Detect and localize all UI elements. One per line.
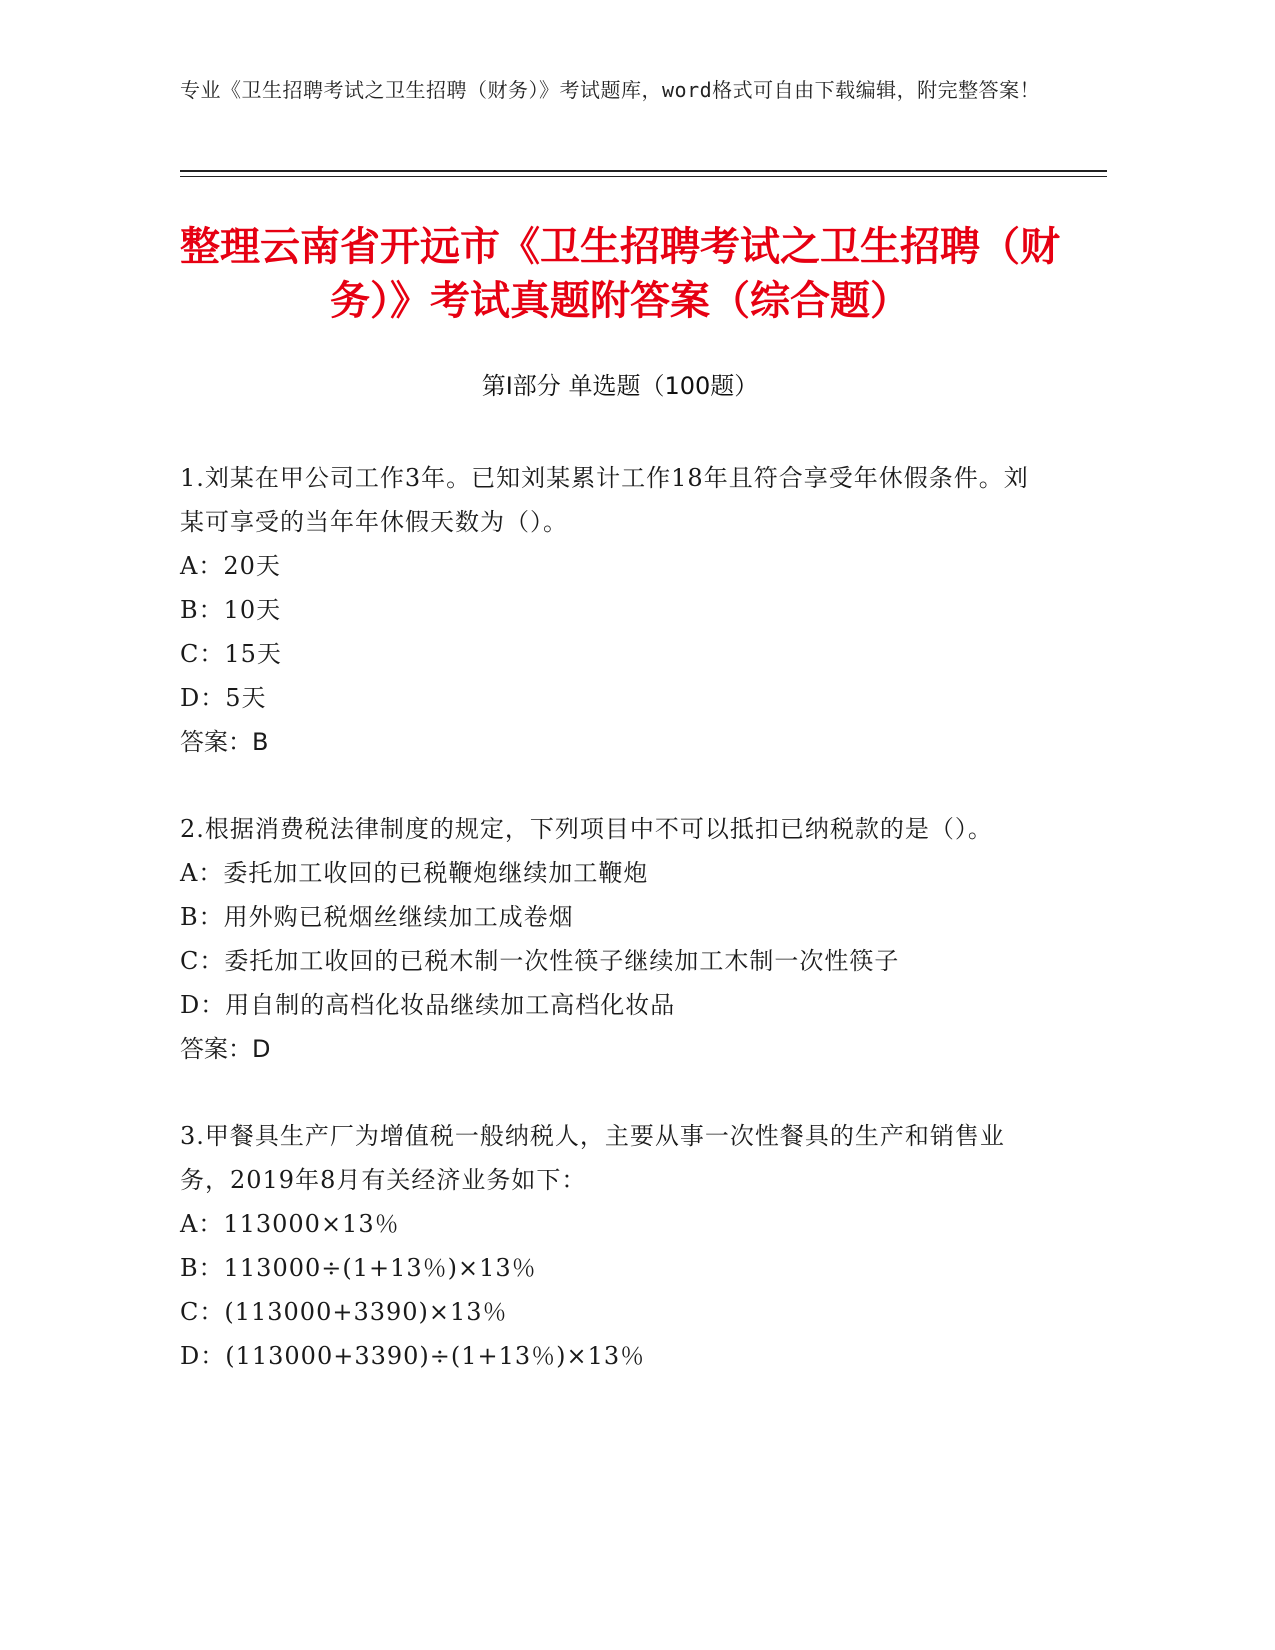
question-stem: 1.刘某在甲公司工作3年。已知刘某累计工作18年且符合享受年休假条件。刘某可享受的当年年休假天数为（）。	[180, 464, 1029, 536]
option-b: B：10天	[180, 596, 282, 624]
option-d: D：5天	[180, 684, 267, 712]
question-1	[180, 456, 1040, 764]
option-b: B：113000÷(1+13％)×13％	[180, 1254, 537, 1282]
question-3	[180, 1114, 1040, 1378]
question-stem: 3.甲餐具生产厂为增值税一般纳税人，主要从事一次性餐具的生产和销售业务，2019年8月有关经济业务如下：	[180, 1122, 1005, 1194]
document-title: 整理云南省开远市《卫生招聘考试之卫生招聘（财务）》考试真题附答案（综合题）	[180, 224, 1060, 324]
answer-label: 答案：B	[180, 728, 269, 756]
option-a: A：20天	[180, 552, 281, 580]
header-divider-thick	[180, 170, 1107, 172]
option-c: C：委托加工收回的已税木制一次性筷子继续加工木制一次性筷子	[180, 947, 900, 975]
option-c: C：(113000+3390)×13％	[180, 1298, 508, 1326]
option-a: A：113000×13％	[180, 1210, 400, 1238]
option-d: D：用自制的高档化妆品继续加工高档化妆品	[180, 991, 676, 1019]
question-2	[180, 807, 1040, 1071]
section-title: 第Ⅰ部分 单选题（100题）	[481, 372, 759, 400]
option-a: A：委托加工收回的已税鞭炮继续加工鞭炮	[180, 859, 649, 887]
option-d: D：(113000+3390)÷(1+13％)×13％	[180, 1342, 646, 1370]
question-stem: 2.根据消费税法律制度的规定，下列项目中不可以抵扣已纳税款的是（）。	[180, 815, 993, 843]
option-b: B：用外购已税烟丝继续加工成卷烟	[180, 903, 574, 931]
header-note: 专业《卫生招聘考试之卫生招聘（财务）》考试题库，word格式可自由下载编辑，附完整答案！	[180, 78, 1041, 102]
answer-label: 答案：D	[180, 1035, 271, 1063]
header-divider-thin	[180, 176, 1107, 177]
option-c: C：15天	[180, 640, 282, 668]
question-list	[180, 456, 1040, 1421]
